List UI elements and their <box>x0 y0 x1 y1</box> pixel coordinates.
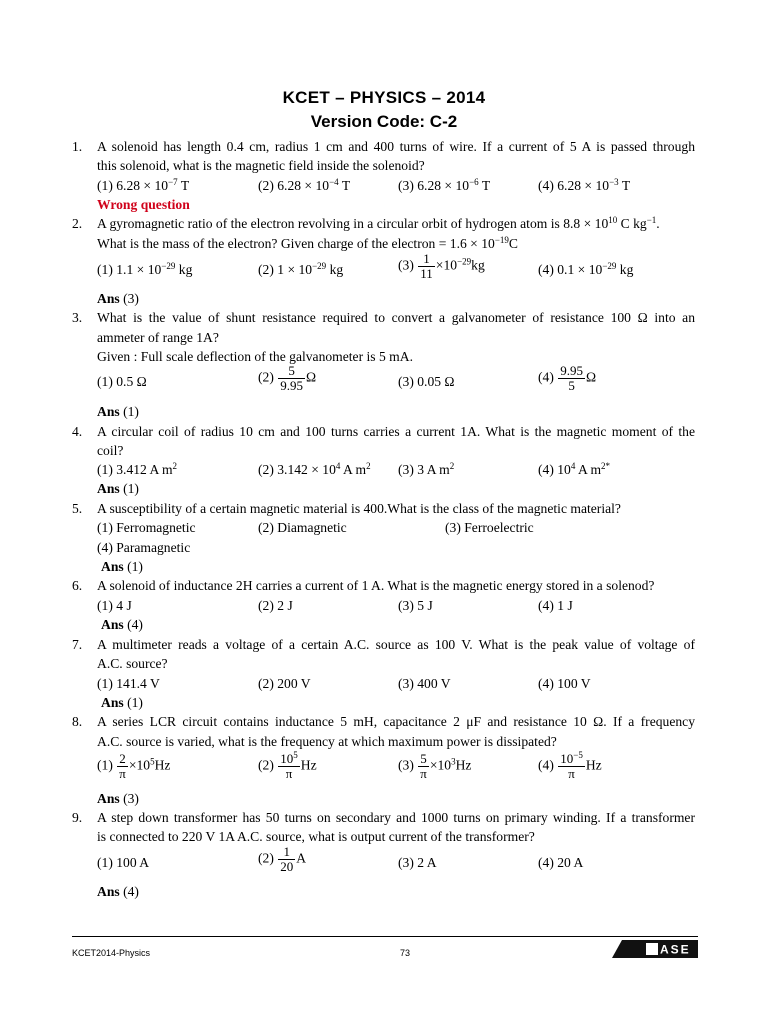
option: (4) 20 A <box>538 855 584 870</box>
option: (1) $6.28 \times 10^{-7}$ T <box>97 177 190 193</box>
option: (4) $0.1 \times 10^{-29}$ kg <box>538 261 634 277</box>
footer-label: KCET2014-Physics <box>72 948 151 958</box>
answer: Ans (4) <box>97 884 139 899</box>
question-text: this solenoid, what is the magnetic field inside the solenoid? <box>97 158 425 173</box>
option: (2) 200 V <box>258 676 311 691</box>
question-text: A.C. source is varied, what is the frequency at which maximum power is dissipated? <box>97 734 557 749</box>
version-code: Version Code: C-2 <box>310 112 458 131</box>
option: (2) $1 \times 10^{-29}$ kg <box>258 261 344 277</box>
option: (1) $1.1 \times 10^{-29}$ kg <box>97 261 193 277</box>
question-number: 9. <box>72 810 83 825</box>
answer: Ans (3) <box>97 291 139 306</box>
option: (2) $\frac{1}{20}$ A <box>258 844 307 874</box>
fraction: $\frac{2}{\pi}$ <box>119 751 126 781</box>
option: (2) 2 J <box>258 598 293 613</box>
fraction: $\frac{9.95}{5}$ <box>560 363 584 393</box>
option: (4) $6.28 \times 10^{-3}$ T <box>538 177 631 193</box>
option: (1) 4 J <box>97 598 132 613</box>
option: (2) $\frac{5}{9.95}$ Ω <box>258 363 317 393</box>
fraction: $\frac{1}{20}$ <box>280 844 294 874</box>
answer: Ans (1) <box>97 481 139 496</box>
option: (1) Ferromagnetic <box>97 520 196 535</box>
question-text: A step down transformer has 50 turns on secondary and 1000 turns on primary winding. If a transformer <box>97 810 695 825</box>
question-text: A solenoid of inductance 2H carries a current of 1 A. What is the magnetic energy stored in a solenod? <box>97 578 655 593</box>
option: (3) 0.05 Ω <box>398 374 455 389</box>
option: (4) Paramagnetic <box>97 540 191 555</box>
option: (2) Diamagnetic <box>258 520 347 535</box>
option: (4) 1 J <box>538 598 573 613</box>
fraction: $\frac{5}{\pi}$ <box>420 751 427 781</box>
option: (3) 2 A <box>398 855 437 870</box>
page-number: 73 <box>400 948 411 958</box>
question-text: coil? <box>97 443 124 458</box>
fraction: $\frac{10^5}{\pi}$ <box>280 750 298 781</box>
option: (3) $6.28 \times 10^{-6}$ T <box>398 177 491 193</box>
logo-text: BASE <box>649 942 691 957</box>
option: (4) $10^4$ A $m^{2*}$ <box>538 461 611 477</box>
page-title: KCET – PHYSICS – 2014 <box>282 88 486 107</box>
option: (1) 141.4 V <box>97 676 160 691</box>
question-text: is connected to 220 V 1A A.C. source, what is output current of the transformer? <box>97 829 535 844</box>
answer: Ans (1) <box>101 559 143 574</box>
question-number: 4. <box>72 424 83 439</box>
answer: Ans (1) <box>97 404 139 419</box>
question-text: Given : Full scale deflection of the galvanometer is 5 mA. <box>97 349 413 364</box>
question-text: A gyromagnetic ratio of the electron revolving in a circular orbit of hydrogen atom is $8.8 \times 10^{10}$ C $kg^{-1}$. <box>97 215 660 231</box>
question-number: 7. <box>72 637 83 652</box>
option: (1) $\frac{2}{\pi}$ $\times 10^5Hz$ <box>97 751 171 781</box>
option: (1) 100 A <box>97 855 150 870</box>
question-number: 6. <box>72 578 83 593</box>
question-text: A series LCR circuit contains inductance 5 mH, capacitance 2 μF and resistance 10 Ω. If a frequency <box>97 714 695 729</box>
fraction: $\frac{10^{-5}}{\pi}$ <box>560 750 583 781</box>
option: (4) $\frac{10^{-5}}{\pi}$ Hz <box>538 750 602 781</box>
option: (4) $\frac{9.95}{5}$ Ω <box>538 363 597 393</box>
option: (3) $\frac{1}{11}$ $\times 10^{-29}kg$ <box>398 251 485 281</box>
question-text: What is the mass of the electron? Given charge of the electron = $1.6 \times 10^{-19}C$ <box>97 235 518 251</box>
question-text: What is the value of shunt resistance required to convert a galvanometer of resistance 100 Ω into an <box>97 310 695 325</box>
option: (3) Ferroelectric <box>445 520 534 535</box>
answer: Ans (3) <box>97 791 139 806</box>
question-text: A solenoid has length 0.4 cm, radius 1 cm and 400 turns of wire. If a current of 5 A is passed through <box>97 139 695 154</box>
option: (2) $6.28 \times 10^{-4}$ T <box>258 177 351 193</box>
wrong-question-note: Wrong question <box>97 197 190 212</box>
answer: Ans (1) <box>101 695 143 710</box>
question-text: A susceptibility of a certain magnetic material is 400.What is the class of the magnetic material? <box>97 501 621 516</box>
option: (3) 5 J <box>398 598 433 613</box>
option: (2) $3.142 \times 10^4$ A $m^2$ <box>258 461 371 477</box>
option: (2) $\frac{10^5}{\pi}$ Hz <box>258 750 317 781</box>
question-text: ammeter of range 1A? <box>97 330 219 345</box>
option: (1) 0.5 Ω <box>97 374 147 389</box>
base-logo <box>612 940 698 958</box>
question-text: A multimeter reads a voltage of a certain A.C. source as 100 V. What is the peak value of voltage of <box>97 637 695 652</box>
fraction: $\frac{1}{11}$ <box>420 251 433 281</box>
option: (3) $\frac{5}{\pi}$ $\times 10^3Hz$ <box>398 751 472 781</box>
option: (3) 400 V <box>398 676 451 691</box>
fraction: $\frac{5}{9.95}$ <box>280 363 304 393</box>
option: (3) 3 A $m^2$ <box>398 461 455 477</box>
question-text: A.C. source? <box>97 656 168 671</box>
option: (4) 100 V <box>538 676 591 691</box>
question-text: A circular coil of radius 10 cm and 100 turns carries a current 1A. What is the magnetic moment of the <box>97 424 695 439</box>
question-number: 2. <box>72 216 83 231</box>
question-number: 3. <box>72 310 83 325</box>
option: (1) 3.412 A $m^2$ <box>97 461 178 477</box>
question-number: 5. <box>72 501 83 516</box>
footer-divider <box>72 936 698 937</box>
question-number: 1. <box>72 139 83 154</box>
answer: Ans (4) <box>101 617 143 632</box>
question-number: 8. <box>72 714 83 729</box>
